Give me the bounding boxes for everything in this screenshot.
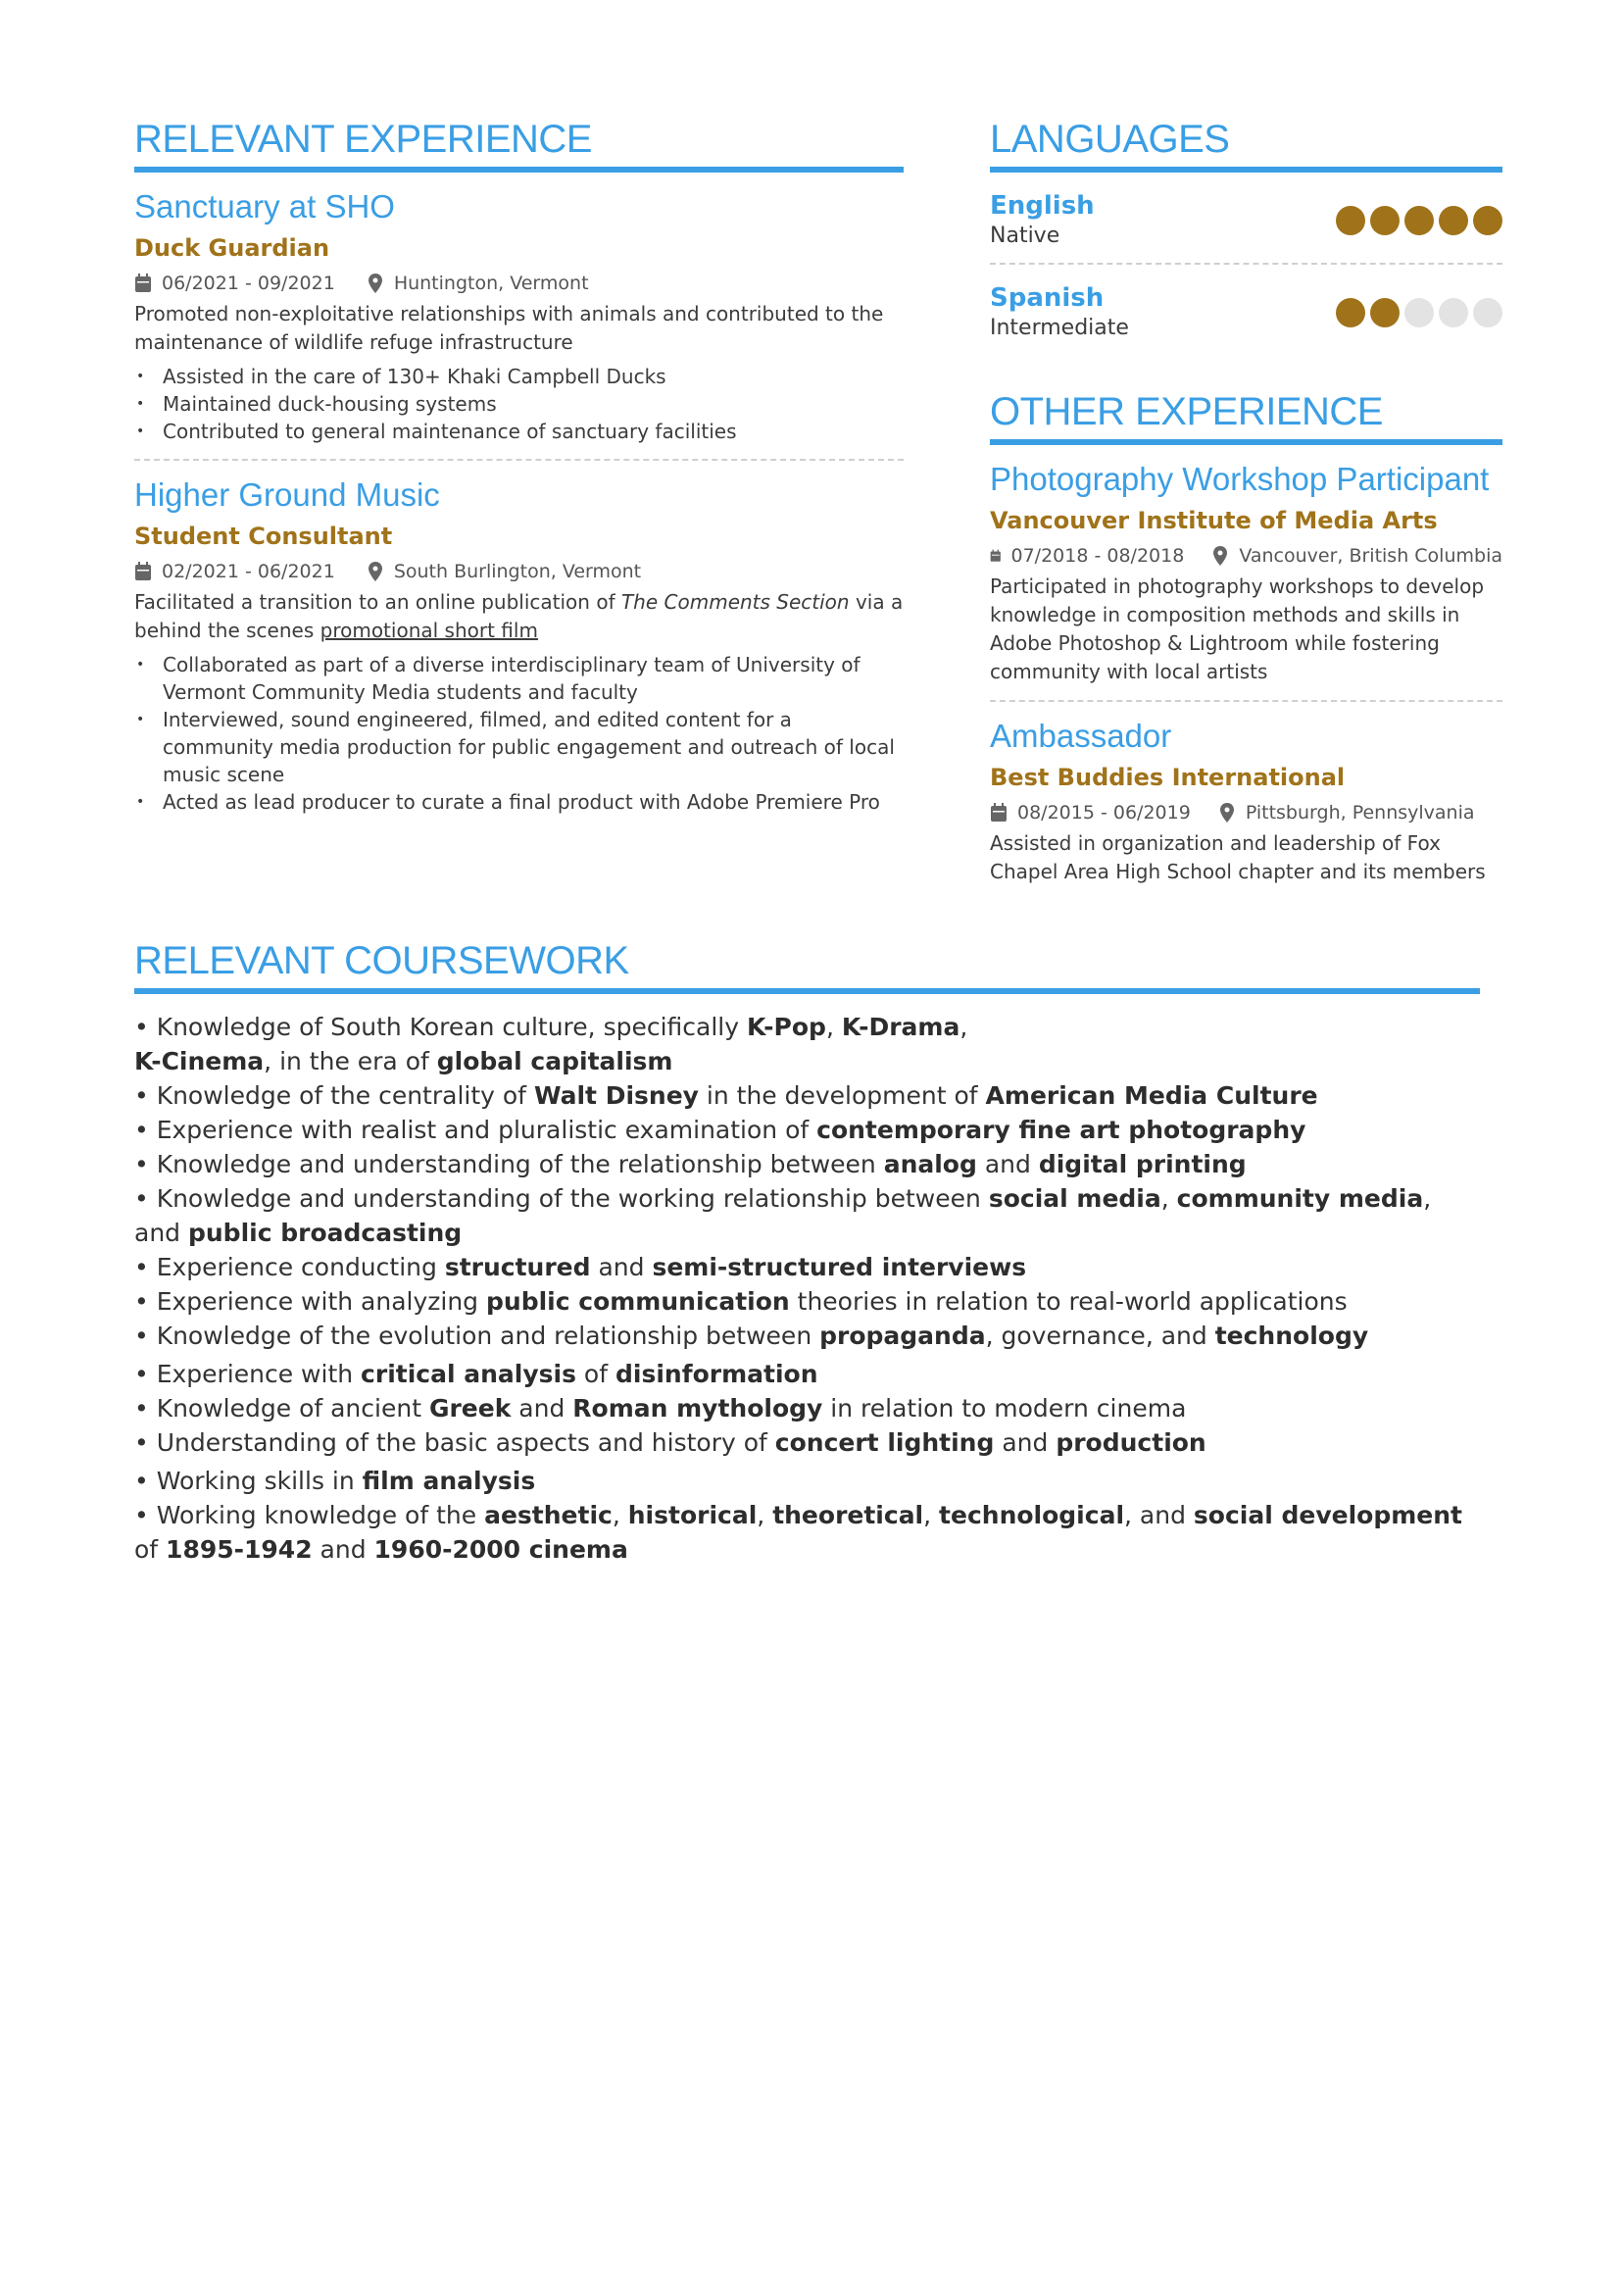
coursework-text: ,	[757, 1501, 773, 1529]
emphasis-text: structured	[444, 1253, 591, 1281]
coursework-text: and	[312, 1535, 374, 1564]
entry-bullets	[134, 651, 904, 816]
emphasis-text: disinformation	[615, 1360, 818, 1388]
calendar-icon	[134, 562, 152, 581]
list-item: • Acted as lead producer to curate a final product with Adobe Premiere Pro	[134, 788, 904, 816]
language-level: Intermediate	[990, 316, 1129, 340]
language-item	[990, 190, 1502, 251]
entry-dates: 06/2021 - 09/2021	[162, 273, 335, 294]
experience-entry	[134, 188, 904, 461]
entry-role: Best Buddies International	[990, 764, 1346, 791]
coursework-text: • Working knowledge of the	[134, 1501, 485, 1529]
entry-location-wrap	[367, 561, 641, 582]
entry-role: Duck Guardian	[134, 234, 330, 262]
calendar-icon	[990, 546, 1002, 566]
emphasis-text: 1960-2000 cinema	[373, 1535, 628, 1564]
entry-location-wrap	[367, 273, 589, 294]
emphasis-text: semi-structured interviews	[652, 1253, 1027, 1281]
coursework-text: and	[511, 1394, 573, 1423]
relevant-experience-section	[134, 116, 904, 816]
entry-location: Vancouver, British Columbia	[1239, 545, 1502, 567]
entry-bullets	[134, 363, 904, 445]
emphasis-text: K-Drama	[841, 1013, 960, 1041]
entry-organization: Higher Ground Music	[134, 476, 440, 513]
coursework-text: ,	[825, 1013, 842, 1041]
coursework-item	[134, 1357, 1480, 1391]
emphasis-text: critical analysis	[361, 1360, 576, 1388]
location-pin-icon	[367, 562, 384, 581]
coursework-text: • Experience with realist and pluralistic examination of	[134, 1116, 817, 1144]
divider	[134, 459, 904, 461]
entry-description: Promoted non-exploitative relationships with animals and contributed to the maintenance of wildlife refuge infrastructure	[134, 302, 884, 354]
entry-location: Pittsburgh, Pennsylvania	[1245, 802, 1475, 824]
coursework-item	[134, 1498, 1480, 1567]
coursework-text: • Working skills in	[134, 1467, 363, 1495]
emphasis-text: technological	[939, 1501, 1125, 1529]
experience-entry	[990, 461, 1502, 702]
coursework-item	[134, 1181, 1480, 1250]
list-item: • Collaborated as part of a diverse interdisciplinary team of University of Vermont Community Media students and faculty	[134, 651, 904, 706]
coursework-item	[134, 1044, 1480, 1078]
emphasis-text: Walt Disney	[533, 1081, 699, 1110]
coursework-text: ,	[959, 1013, 968, 1041]
entry-location: South Burlington, Vermont	[393, 561, 642, 582]
list-item: • Assisted in the care of 130+ Khaki Campbell Ducks	[134, 363, 904, 390]
coursework-item	[134, 1010, 1480, 1044]
language-name: Spanish	[990, 283, 1105, 313]
coursework-text: , governance, and	[985, 1322, 1215, 1350]
emphasis-text: theoretical	[772, 1501, 924, 1529]
emphasis-text: public broadcasting	[187, 1219, 463, 1247]
entry-meta	[990, 802, 1502, 824]
rating-dot-empty	[1404, 298, 1434, 327]
publication-title: The Comments Section	[620, 590, 850, 614]
emphasis-text: K-Cinema	[134, 1047, 265, 1075]
emphasis-text: production	[1056, 1428, 1206, 1457]
coursework-text: , and	[134, 1184, 1432, 1247]
emphasis-text: contemporary fine art photography	[816, 1116, 1306, 1144]
coursework-item	[134, 1391, 1480, 1425]
coursework-text: • Knowledge of the centrality of	[134, 1081, 534, 1110]
entry-role: Vancouver Institute of Media Arts	[990, 507, 1438, 534]
coursework-text: • Understanding of the basic aspects and history of	[134, 1428, 775, 1457]
language-level: Native	[990, 224, 1060, 248]
rating-dot-filled	[1404, 206, 1434, 235]
coursework-item	[134, 1284, 1480, 1319]
coursework-text: of	[575, 1360, 615, 1388]
rating-dot-empty	[1439, 298, 1468, 327]
emphasis-text: public communication	[486, 1287, 790, 1316]
coursework-list	[134, 1010, 1480, 1567]
emphasis-text: technology	[1214, 1322, 1369, 1350]
list-item: • Contributed to general maintenance of sanctuary facilities	[134, 418, 904, 445]
coursework-item	[134, 1113, 1480, 1147]
coursework-text: ,	[923, 1501, 940, 1529]
coursework-text: ,	[1160, 1184, 1177, 1213]
coursework-text: • Knowledge and understanding of the relationship between	[134, 1150, 884, 1178]
emphasis-text: community media	[1176, 1184, 1424, 1213]
rating-dot-filled	[1473, 206, 1502, 235]
entry-meta	[990, 545, 1502, 567]
coursework-text: and	[590, 1253, 653, 1281]
emphasis-text: analog	[883, 1150, 977, 1178]
experience-entry	[990, 718, 1502, 886]
emphasis-text: aesthetic	[484, 1501, 613, 1529]
list-item: • Interviewed, sound engineered, filmed, and edited content for a community media production for public engagement and outreach of local music scene	[134, 706, 904, 788]
emphasis-text: social media	[988, 1184, 1161, 1213]
entry-description	[134, 588, 904, 645]
location-pin-icon	[367, 274, 384, 293]
calendar-icon	[134, 274, 152, 293]
languages-title: LANGUAGES	[990, 116, 1502, 173]
coursework-text: • Experience with	[134, 1360, 362, 1388]
emphasis-text: global capitalism	[436, 1047, 673, 1075]
location-pin-icon	[1211, 546, 1229, 566]
language-item	[990, 282, 1502, 343]
coursework-text: • Knowledge and understanding of the working relationship between	[134, 1184, 989, 1213]
other-experience-title: OTHER EXPERIENCE	[990, 388, 1502, 445]
rating-dot-filled	[1370, 298, 1400, 327]
emphasis-text: 1895-1942	[166, 1535, 313, 1564]
emphasis-text: film analysis	[362, 1467, 536, 1495]
divider	[990, 263, 1502, 265]
entry-dates: 02/2021 - 06/2021	[162, 561, 335, 582]
entry-organization: Photography Workshop Participant	[990, 461, 1490, 497]
emphasis-text: Roman mythology	[572, 1394, 823, 1423]
coursework-text: in the development of	[698, 1081, 986, 1110]
experience-entry	[134, 476, 904, 816]
coursework-text: in relation to modern cinema	[822, 1394, 1187, 1423]
rating-dot-empty	[1473, 298, 1502, 327]
coursework-text: • Knowledge of ancient	[134, 1394, 429, 1423]
entry-dates: 07/2018 - 08/2018	[1010, 545, 1185, 567]
emphasis-text: historical	[627, 1501, 758, 1529]
entry-description: Participated in photography workshops to develop knowledge in composition methods and skills in Adobe Photoshop & Lightroom while fostering community with local artists	[990, 574, 1485, 683]
emphasis-text: American Media Culture	[985, 1081, 1318, 1110]
rating-dot-filled	[1439, 206, 1468, 235]
emphasis-text: propaganda	[819, 1322, 986, 1350]
right-column	[990, 116, 1502, 886]
entry-role: Student Consultant	[134, 523, 393, 550]
entry-organization: Ambassador	[990, 718, 1172, 754]
coursework-item	[134, 1078, 1480, 1113]
coursework-section	[134, 937, 1480, 1567]
location-pin-icon	[1218, 803, 1236, 823]
emphasis-text: digital printing	[1038, 1150, 1247, 1178]
coursework-item	[134, 1319, 1480, 1353]
coursework-text: • Experience with analyzing	[134, 1287, 486, 1316]
relevant-experience-title: RELEVANT EXPERIENCE	[134, 116, 904, 173]
entry-meta	[134, 561, 904, 582]
promotional-film-link[interactable]: promotional short film	[320, 619, 538, 642]
coursework-text: ,	[612, 1501, 628, 1529]
coursework-text: and	[976, 1150, 1039, 1178]
language-rating	[1336, 206, 1502, 235]
rating-dot-filled	[1370, 206, 1400, 235]
coursework-item	[134, 1464, 1480, 1498]
entry-organization: Sanctuary at SHO	[134, 188, 395, 225]
coursework-text: • Experience conducting	[134, 1253, 445, 1281]
coursework-title: RELEVANT COURSEWORK	[134, 937, 1480, 994]
divider	[990, 700, 1502, 702]
emphasis-text: concert lighting	[774, 1428, 995, 1457]
entry-dates: 08/2015 - 06/2019	[1017, 802, 1191, 824]
entry-description: Assisted in organization and leadership of Fox Chapel Area High School chapter and its members	[990, 831, 1486, 883]
entry-meta	[134, 273, 904, 294]
coursework-item	[134, 1425, 1480, 1460]
entry-location-wrap	[1211, 545, 1502, 567]
rating-dot-filled	[1336, 206, 1365, 235]
description-text: Facilitated a transition to an online publication of	[134, 590, 621, 614]
emphasis-text: social development	[1193, 1501, 1462, 1529]
emphasis-text: K-Pop	[746, 1013, 826, 1041]
coursework-text: • Knowledge of South Korean culture, specifically	[134, 1013, 747, 1041]
language-rating	[1336, 298, 1502, 327]
coursework-item	[134, 1147, 1480, 1181]
coursework-text: and	[994, 1428, 1057, 1457]
description-text: via a behind the scenes	[134, 590, 904, 642]
entry-location-wrap	[1218, 802, 1475, 824]
rating-dot-filled	[1336, 298, 1365, 327]
list-item: • Maintained duck-housing systems	[134, 390, 904, 418]
coursework-item	[134, 1250, 1480, 1284]
coursework-text: theories in relation to real-world applications	[789, 1287, 1348, 1316]
calendar-icon	[990, 803, 1008, 823]
coursework-text: , and	[1124, 1501, 1194, 1529]
emphasis-text: Greek	[428, 1394, 512, 1423]
coursework-text: of	[134, 1535, 167, 1564]
entry-location: Huntington, Vermont	[393, 273, 589, 294]
coursework-text: , in the era of	[264, 1047, 437, 1075]
coursework-text: • Knowledge of the evolution and relationship between	[134, 1322, 820, 1350]
language-name: English	[990, 191, 1095, 221]
